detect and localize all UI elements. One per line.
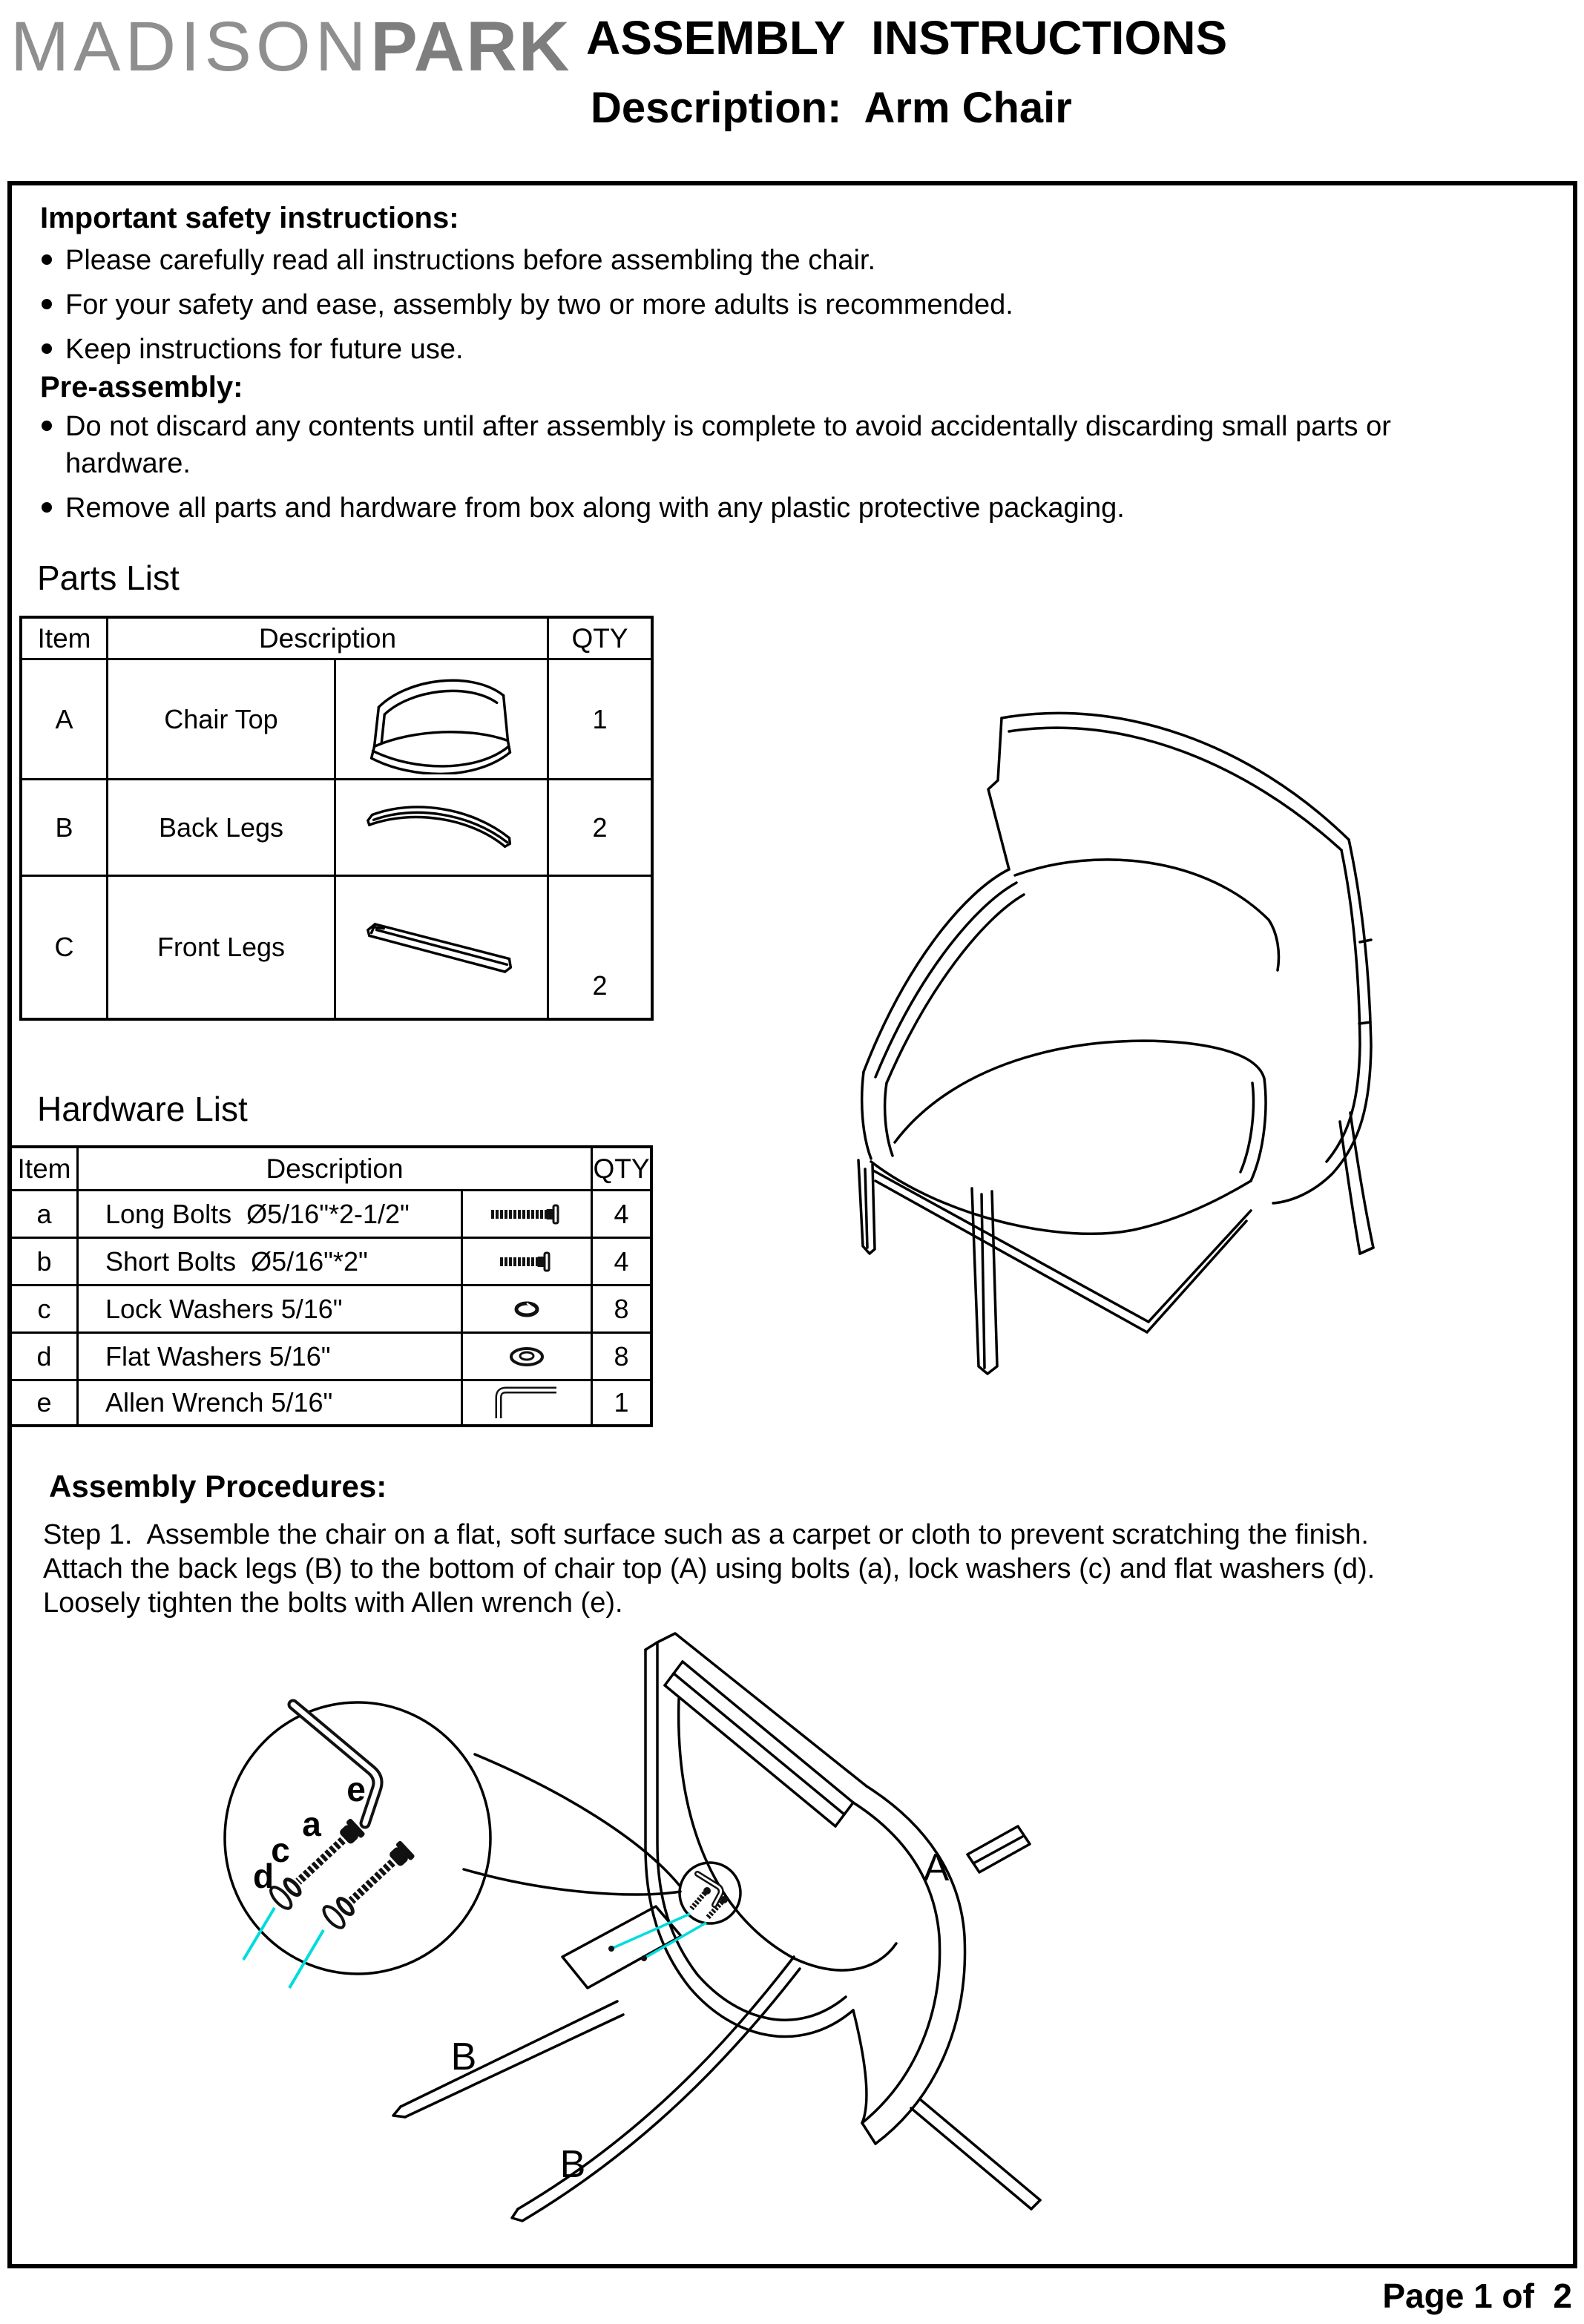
page-title: ASSEMBLY INSTRUCTIONS: [586, 11, 1228, 65]
hardware-row-item: a: [12, 1191, 79, 1239]
page-indicator: Page 1 of 2: [1382, 2277, 1572, 2315]
parts-col-header-qty: QTY: [549, 619, 651, 660]
hardware-row-description: Flat Washers 5/16": [79, 1334, 463, 1381]
upside-down-chair-drawing: [393, 1633, 1040, 2221]
brand-logo-park: PARK: [370, 7, 571, 86]
preassembly-heading: Pre-assembly:: [40, 371, 243, 404]
parts-row-drawing-cell: [336, 780, 549, 877]
hardware-row-qty: 8: [593, 1286, 650, 1334]
hardware-row-drawing-cell: [463, 1334, 593, 1381]
hardware-row-qty: 4: [593, 1239, 650, 1286]
bullet-icon: [42, 254, 52, 265]
safety-list: [40, 242, 1516, 375]
product-description: Description: Arm Chair: [591, 84, 1072, 132]
parts-row-description: Chair Top: [108, 660, 336, 780]
hardware-label-d: d: [252, 1857, 275, 1895]
list-item: [40, 286, 1516, 323]
assembly-step1: [43, 1518, 1557, 1620]
parts-row-qty: 2: [592, 970, 608, 1001]
long-bolt-icon: [488, 1202, 565, 1226]
brand-logo-madison: MADISON: [10, 7, 371, 86]
parts-list-heading: Parts List: [37, 559, 180, 597]
hardware-row-item: b: [12, 1239, 79, 1286]
bullet-icon: [42, 343, 52, 354]
hardware-row-drawing-cell: [463, 1239, 593, 1286]
hardware-col-header-qty: QTY: [593, 1148, 650, 1191]
parts-row-description: Front Legs: [108, 877, 336, 1018]
hardware-row-item: d: [12, 1334, 79, 1381]
parts-col-header-description: Description: [108, 619, 549, 660]
assembly-step1-line: Attach the back legs (B) to the bottom of chair top (A) using bolts (a), lock washers (c) and flat washers (d).: [43, 1553, 1376, 1584]
list-item: [40, 242, 1516, 279]
parts-row-drawing-cell: [336, 660, 549, 780]
hardware-row-description: Allen Wrench 5/16": [79, 1381, 463, 1424]
preassembly-list: [40, 408, 1516, 534]
assembly-procedures-heading: Assembly Procedures:: [49, 1469, 387, 1504]
part-label-b: B: [559, 2143, 586, 2186]
safety-item-text: For your safety and ease, assembly by two or more adults is recommended.: [65, 289, 1013, 320]
flat-washer-icon: [507, 1346, 546, 1368]
hardware-row-qty: 8: [593, 1334, 650, 1381]
step1-assembly-diagram: [89, 1625, 1098, 2270]
hardware-row-drawing-cell: [463, 1286, 593, 1334]
parts-row-qty: 2: [549, 780, 651, 877]
part-label-a: A: [923, 1846, 950, 1889]
hardware-row-item: e: [12, 1381, 79, 1424]
preassembly-item-text: Do not discard any contents until after assembly is complete to avoid accidentally discarding small parts or hardware.: [65, 411, 1391, 479]
hardware-row-drawing-cell: [463, 1191, 593, 1239]
chair-top-drawing: [354, 665, 529, 774]
safety-item-text: Keep instructions for future use.: [65, 334, 464, 365]
hardware-row-qty: 4: [593, 1191, 650, 1239]
hardware-row-qty: 1: [614, 1387, 629, 1418]
parts-row-description: Back Legs: [108, 780, 336, 877]
hardware-row-drawing-cell: [463, 1381, 593, 1424]
hardware-table: [9, 1145, 653, 1427]
assembly-step1-line: Step 1. Assemble the chair on a flat, soft surface such as a carpet or cloth to prevent scratching the finish.: [43, 1519, 1369, 1550]
allen-wrench-icon: [491, 1384, 562, 1421]
short-bolt-icon: [497, 1250, 556, 1274]
hardware-row-description: Lock Washers 5/16": [79, 1286, 463, 1334]
safety-heading: Important safety instructions:: [40, 202, 459, 234]
list-item: [40, 408, 1516, 482]
parts-table: [19, 616, 654, 1021]
hardware-row-description: Long Bolts Ø5/16"*2-1/2": [79, 1191, 463, 1239]
part-label-b: B: [450, 2035, 477, 2078]
hardware-col-header-description: Description: [79, 1148, 593, 1191]
mini-hardware-drawing: [691, 1874, 728, 1918]
back-leg-drawing: [362, 797, 521, 859]
bolt-hole-dot: [608, 1946, 614, 1952]
hardware-row-item: c: [12, 1286, 79, 1334]
hardware-col-header-item: Item: [12, 1148, 79, 1191]
brand-logo: [10, 7, 571, 86]
hardware-list-heading: Hardware List: [37, 1090, 248, 1128]
detail-leader-curve: [475, 1754, 680, 1886]
bolt-hole-dot: [641, 1955, 647, 1961]
lock-washer-icon: [512, 1300, 542, 1318]
parts-row-item: B: [22, 780, 108, 877]
hardware-label-a: a: [302, 1805, 321, 1843]
safety-item-text: Please carefully read all instructions before assembling the chair.: [65, 245, 876, 276]
hardware-label-e: e: [346, 1770, 366, 1808]
preassembly-item-text: Remove all parts and hardware from box along with any plastic protective packaging.: [65, 493, 1125, 524]
front-leg-drawing: [362, 913, 521, 981]
parts-row-item: A: [22, 660, 108, 780]
assembly-step1-line: Loosely tighten the bolts with Allen wrench (e).: [43, 1587, 623, 1619]
list-item: [40, 490, 1516, 527]
hardware-label-c: c: [271, 1831, 290, 1869]
assembled-chair-drawing: [831, 697, 1410, 1380]
bullet-icon: [42, 299, 52, 309]
parts-row-drawing-cell: [336, 877, 549, 1018]
list-item: [40, 331, 1516, 368]
parts-row-item: C: [22, 877, 108, 1018]
hardware-row-description: Short Bolts Ø5/16"*2": [79, 1239, 463, 1286]
bullet-icon: [42, 421, 52, 431]
parts-col-header-item: Item: [22, 619, 108, 660]
bullet-icon: [42, 502, 52, 513]
parts-row-qty: 1: [549, 660, 651, 780]
